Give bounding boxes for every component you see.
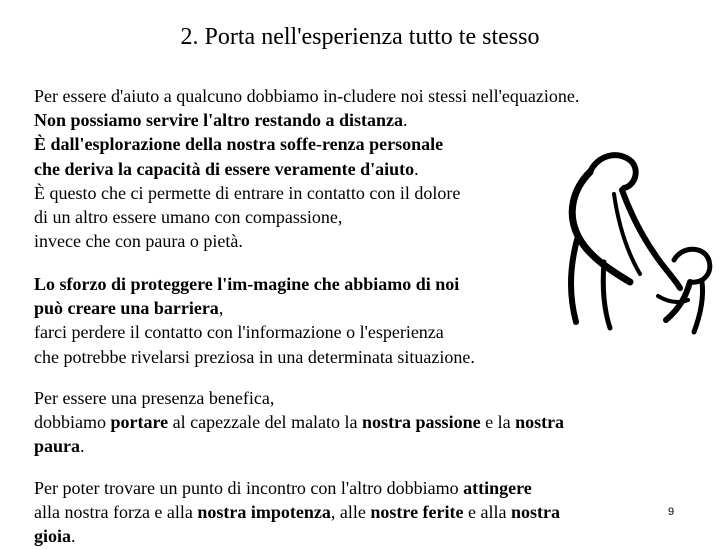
text-run: e la xyxy=(480,412,516,433)
slide-title: 2. Porta nell'esperienza tutto te stesso xyxy=(180,24,540,50)
paragraph-3 xyxy=(34,386,684,459)
bold-phrase: può creare una barriera xyxy=(34,298,219,319)
bold-phrase: attingere xyxy=(463,478,532,498)
text-run: al capezzale del malato la xyxy=(168,412,363,433)
bold-phrase: portare xyxy=(110,412,169,433)
paragraph-4-line-2 xyxy=(34,500,684,524)
bold-phrase: È dall'esplorazione della nostra soffe-renza personale xyxy=(34,134,444,155)
embracing-figures-icon xyxy=(518,132,718,337)
text-run: dobbiamo xyxy=(34,412,111,433)
bold-phrase: nostra xyxy=(515,412,565,433)
bold-phrase: gioia xyxy=(34,526,72,547)
paragraph-3-line-1: Per essere una presenza benefica, xyxy=(34,388,275,408)
bold-phrase: nostra impotenza xyxy=(197,502,331,523)
punctuation: . xyxy=(80,436,85,457)
paragraph-2-line-1: Lo sforzo di proteggere l'im-magine che abbiamo di noi xyxy=(34,274,460,294)
paragraph-1-line-1: Per essere d'aiuto a qualcuno dobbiamo in-cludere noi stessi nell'equazione. xyxy=(34,86,580,106)
bold-phrase: che deriva la capacità di essere veramente d'aiuto xyxy=(34,158,415,179)
bold-phrase: nostra xyxy=(511,502,560,523)
bold-phrase: nostra passione xyxy=(362,412,481,433)
punctuation: . xyxy=(414,158,419,179)
bold-phrase: paura xyxy=(34,436,81,457)
paragraph-2-line-4: che potrebbe rivelarsi preziosa in una determinata situazione. xyxy=(34,346,475,367)
text-run: e alla xyxy=(463,502,511,523)
text-run: , alle xyxy=(330,502,371,523)
bold-phrase: Non possiamo servire l'altro restando a distanza xyxy=(34,110,404,131)
bold-phrase: nostre ferite xyxy=(370,502,464,523)
paragraph-4 xyxy=(34,476,684,549)
paragraph-3-line-2 xyxy=(34,410,684,434)
page-number: 9 xyxy=(668,506,675,518)
text-run: alla nostra forza e alla xyxy=(34,502,198,523)
paragraph-2-line-3: farci perdere il contatto con l'informazione o l'esperienza xyxy=(34,322,444,343)
paragraph-1-line-6: di un altro essere umano con compassione, xyxy=(34,207,343,228)
text-run: Per poter trovare un punto di incontro con l'altro dobbiamo xyxy=(34,478,464,498)
paragraph-1-line-7: invece che con paura o pietà. xyxy=(34,231,243,252)
punctuation: . xyxy=(71,526,76,547)
punctuation: , xyxy=(218,298,224,319)
paragraph-4-line-3 xyxy=(34,524,684,548)
paragraph-1-line-2 xyxy=(34,108,684,132)
paragraph-3-line-3 xyxy=(34,434,684,458)
punctuation: . xyxy=(403,110,408,131)
paragraph-1-line-5: È questo che ci permette di entrare in contatto con il dolore xyxy=(34,182,461,203)
paragraph-4-line-1 xyxy=(34,476,684,500)
